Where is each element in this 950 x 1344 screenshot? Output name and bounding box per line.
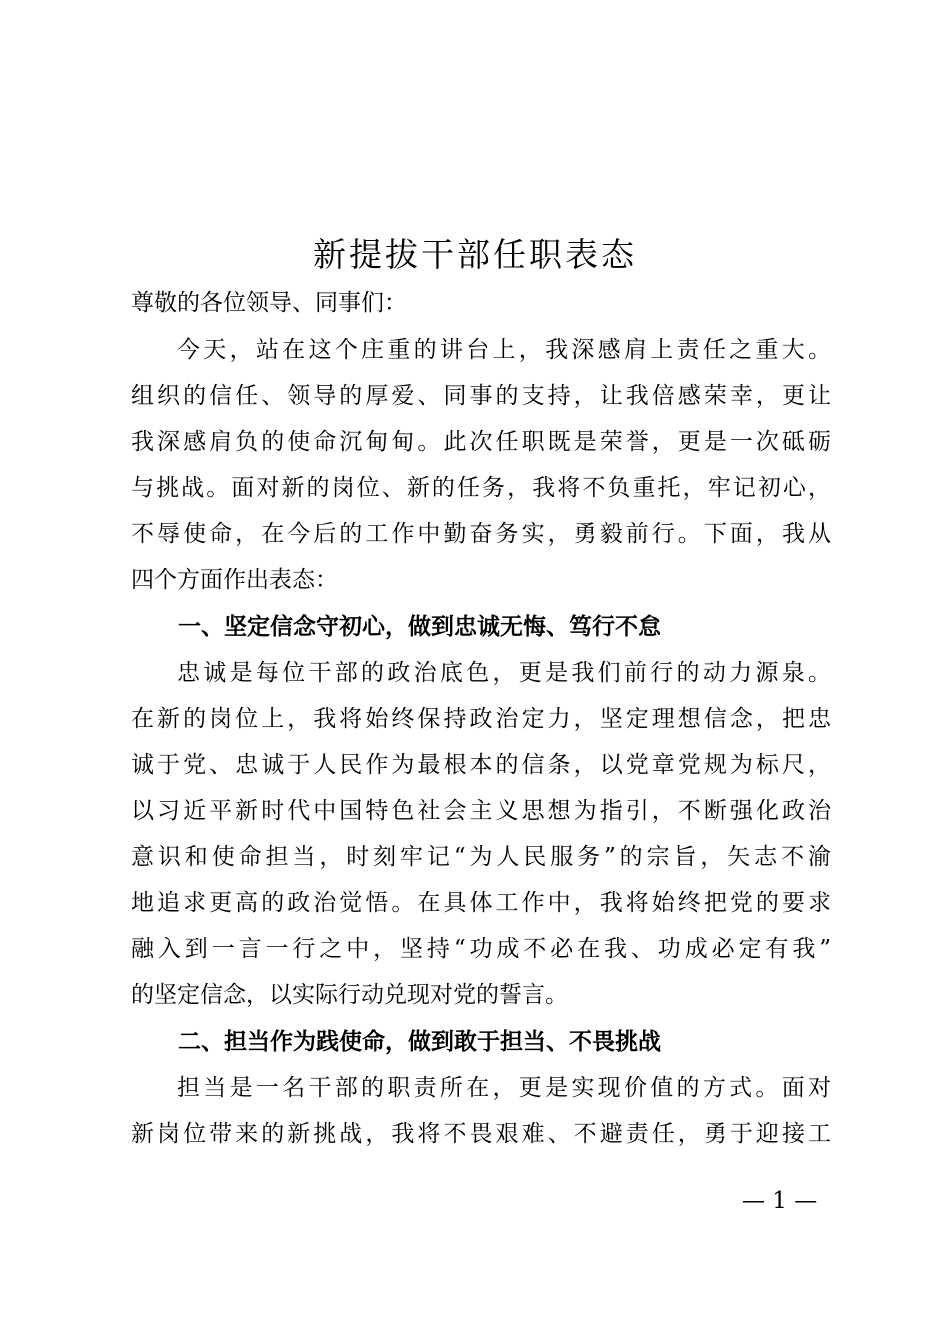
section1-line: 在新的岗位上，我将始终保持政治定力，坚定理想信念，把忠 bbox=[131, 706, 831, 732]
intro-line: 组织的信任、领导的厚爱、同事的支持，让我倍感荣幸，更让 bbox=[131, 383, 831, 409]
section1-line: 地追求更高的政治觉悟。在具体工作中，我将始终把党的要求 bbox=[131, 890, 831, 916]
intro-line: 不辱使命，在今后的工作中勤奋务实，勇毅前行。下面，我从 bbox=[131, 521, 831, 547]
intro-line: 四个方面作出表态： bbox=[131, 567, 338, 593]
salutation: 尊敬的各位领导、同事们： bbox=[131, 290, 407, 316]
section1-line: 忠诚是每位干部的政治底色，更是我们前行的动力源泉。 bbox=[177, 660, 831, 686]
section1-line: 的坚定信念，以实际行动兑现对党的誓言。 bbox=[131, 982, 568, 1008]
page-number: — 1 — bbox=[742, 1188, 818, 1214]
section-heading-1: 一、坚定信念守初心，做到忠诚无悔、笃行不怠 bbox=[178, 614, 661, 640]
section2-line: 担当是一名干部的职责所在，更是实现价值的方式。面对 bbox=[177, 1075, 831, 1101]
intro-line: 与挑战。面对新的岗位、新的任务，我将不负重托，牢记初心， bbox=[131, 475, 831, 501]
section-heading-2: 二、担当作为践使命，做到敢于担当、不畏挑战 bbox=[178, 1029, 661, 1055]
section1-line: 以习近平新时代中国特色社会主义思想为指引，不断强化政治 bbox=[131, 798, 831, 824]
section1-line: 融入到一言一行之中，坚持“功成不必在我、功成必定有我” bbox=[131, 936, 831, 962]
section2-line: 新岗位带来的新挑战，我将不畏艰难、不避责任，勇于迎接工 bbox=[131, 1121, 831, 1147]
intro-line: 今天，站在这个庄重的讲台上，我深感肩上责任之重大。 bbox=[177, 337, 831, 363]
section1-line: 意识和使命担当，时刻牢记“为人民服务”的宗旨，矢志不渝 bbox=[131, 844, 831, 870]
document-title: 新提拔干部任职表态 bbox=[313, 235, 637, 274]
intro-line: 我深感肩负的使命沉甸甸。此次任职既是荣誉，更是一次砥砺 bbox=[131, 429, 831, 455]
section1-line: 诚于党、忠诚于人民作为最根本的信条，以党章党规为标尺， bbox=[131, 752, 831, 778]
